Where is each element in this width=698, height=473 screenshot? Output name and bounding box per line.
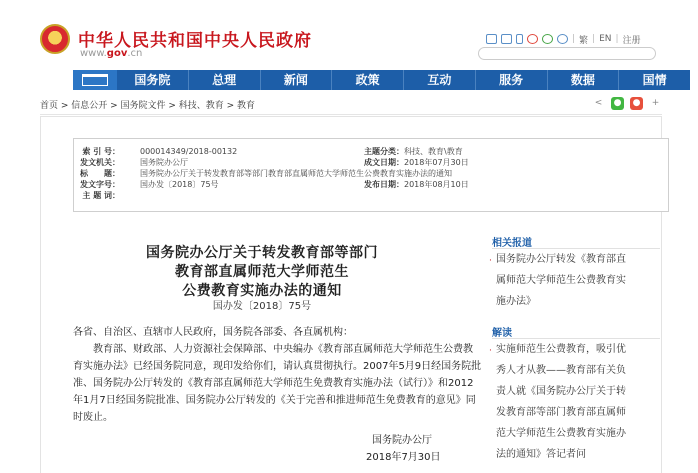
mail-icon[interactable]	[486, 34, 497, 44]
document-info-table	[73, 138, 669, 212]
issuer-label: 发文机关：	[80, 158, 120, 167]
breadcrumb[interactable]: 首页 > 信息公开 > 国务院文件 > 科技、教育 > 教育	[40, 101, 256, 111]
site-url-suffix: .cn	[127, 48, 143, 59]
site-header	[0, 0, 698, 68]
wechat-icon[interactable]	[542, 34, 553, 44]
search-input[interactable]	[478, 47, 656, 60]
article-paragraph-line: 年1月7日经国务院批准、国务院办公厅转发的《关于完善和推进师范生免费教育的意见》同	[73, 395, 476, 406]
site-url[interactable]	[80, 48, 142, 59]
share-icon[interactable]: <	[592, 97, 605, 110]
weibo-icon[interactable]	[527, 34, 538, 44]
site-url-prefix: www.	[80, 48, 107, 59]
article-paragraph-line: 教育部、财政部、人力资源社会保障部、中央编办《教育部直属师范大学师范生公费教	[93, 344, 473, 355]
interpretation-line: 实施师范生公费教育，吸引优	[496, 344, 626, 355]
divider: |	[615, 34, 619, 44]
nav-item-data[interactable]: 数据	[548, 70, 620, 90]
register-link[interactable]: 注册	[622, 35, 641, 46]
article-salutation: 各省、自治区、直辖市人民政府，国务院各部委、各直属机构：	[73, 327, 353, 338]
related-line: 国务院办公厅转发《教育部直	[496, 254, 626, 265]
site-title[interactable]: 中华人民共和国中央人民政府	[78, 31, 312, 51]
nav-item-interaction[interactable]: 互动	[404, 70, 476, 90]
more-share-icon[interactable]: +	[649, 97, 662, 110]
interpretation-line: 法的通知》答记者问	[496, 449, 586, 460]
nav-home-tiananmen-icon[interactable]	[73, 70, 117, 90]
mobile-icon[interactable]	[516, 34, 523, 44]
interpretation-line: 范大学师范生公费教育实施办	[496, 428, 626, 439]
bullet-icon: ·	[489, 346, 492, 356]
site-url-gov: gov	[106, 48, 128, 59]
topic-label: 主题分类：	[364, 147, 404, 156]
accessibility-icon[interactable]	[557, 34, 568, 44]
created-label: 成文日期：	[364, 158, 404, 167]
divider: |	[592, 34, 596, 44]
docno-label: 发文字号：	[80, 180, 120, 189]
issuer-value: 国务院办公厅	[140, 158, 188, 167]
nav-item-news[interactable]: 新闻	[261, 70, 333, 90]
related-report-link[interactable]	[496, 249, 658, 312]
nav-item-policy[interactable]: 政策	[332, 70, 404, 90]
title-label: 标 题：	[80, 169, 120, 178]
index-label: 索 引 号：	[82, 147, 120, 156]
index-value: 000014349/2018-00132	[140, 147, 238, 156]
bullet-icon: ·	[489, 256, 492, 266]
article-title-line-3: 公费教育实施办法的通知	[182, 283, 342, 299]
share-tools	[592, 97, 662, 110]
divider: |	[572, 34, 576, 44]
article-paragraph-line: 准、国务院办公厅转发的《教育部直属师范大学师范生免费教育实施办法（试行）》和2012	[73, 378, 474, 389]
interpretation-link[interactable]	[496, 339, 658, 465]
article-paragraph-line: 时废止。	[73, 412, 113, 423]
main-nav	[73, 70, 690, 90]
english-link[interactable]: EN	[599, 34, 612, 44]
related-reports-heading: 相关报道	[492, 238, 532, 249]
national-emblem-icon[interactable]: ★	[40, 24, 70, 54]
article-title-line-2: 教育部直属师范大学师范生	[175, 264, 349, 280]
message-icon[interactable]	[501, 34, 512, 44]
traditional-chinese-link[interactable]: 繁	[579, 35, 589, 46]
docno-value: 国办发〔2018〕75号	[140, 180, 219, 189]
article-paragraph-line: 育实施办法》已经国务院同意，现印发给你们，请认真贯彻执行。2007年5月9日经国务院批	[73, 361, 482, 372]
breadcrumb-bar	[40, 95, 662, 115]
article-doc-number: 国办发〔2018〕75号	[212, 301, 312, 312]
interpretation-line: 发教育部等部门教育部直属师	[496, 407, 626, 418]
published-value: 2018年08月10日	[404, 180, 469, 189]
nav-item-national-info[interactable]: 国情	[642, 73, 667, 87]
topic-value: 科技、教育\教育	[404, 147, 463, 156]
weibo-share-icon[interactable]: ●	[630, 97, 643, 110]
title-value: 国务院办公厅关于转发教育部等部门教育部直属师范大学师范生公费教育实施办法的通知	[140, 169, 452, 178]
keywords-label: 主 题 词：	[82, 191, 120, 200]
related-line: 属师范大学师范生公费教育实	[496, 275, 626, 286]
article-date: 2018年7月30日	[366, 452, 441, 463]
interpretation-line: 秀人才从教——教育部有关负	[496, 365, 626, 376]
nav-item-service[interactable]: 服务	[476, 70, 548, 90]
top-tools	[486, 32, 641, 46]
nav-item-state-council[interactable]: 国务院	[117, 70, 189, 90]
created-value: 2018年07月30日	[404, 158, 469, 167]
wechat-share-icon[interactable]: ●	[611, 97, 624, 110]
published-label: 发布日期：	[364, 180, 404, 189]
related-line: 施办法》	[496, 296, 536, 307]
interpretation-heading: 解读	[492, 328, 512, 339]
interpretation-line: 责人就《国务院办公厅关于转	[496, 386, 626, 397]
article-title-line-1: 国务院办公厅关于转发教育部等部门	[146, 245, 378, 261]
article-signature: 国务院办公厅	[372, 435, 432, 446]
nav-item-premier[interactable]: 总理	[189, 70, 261, 90]
